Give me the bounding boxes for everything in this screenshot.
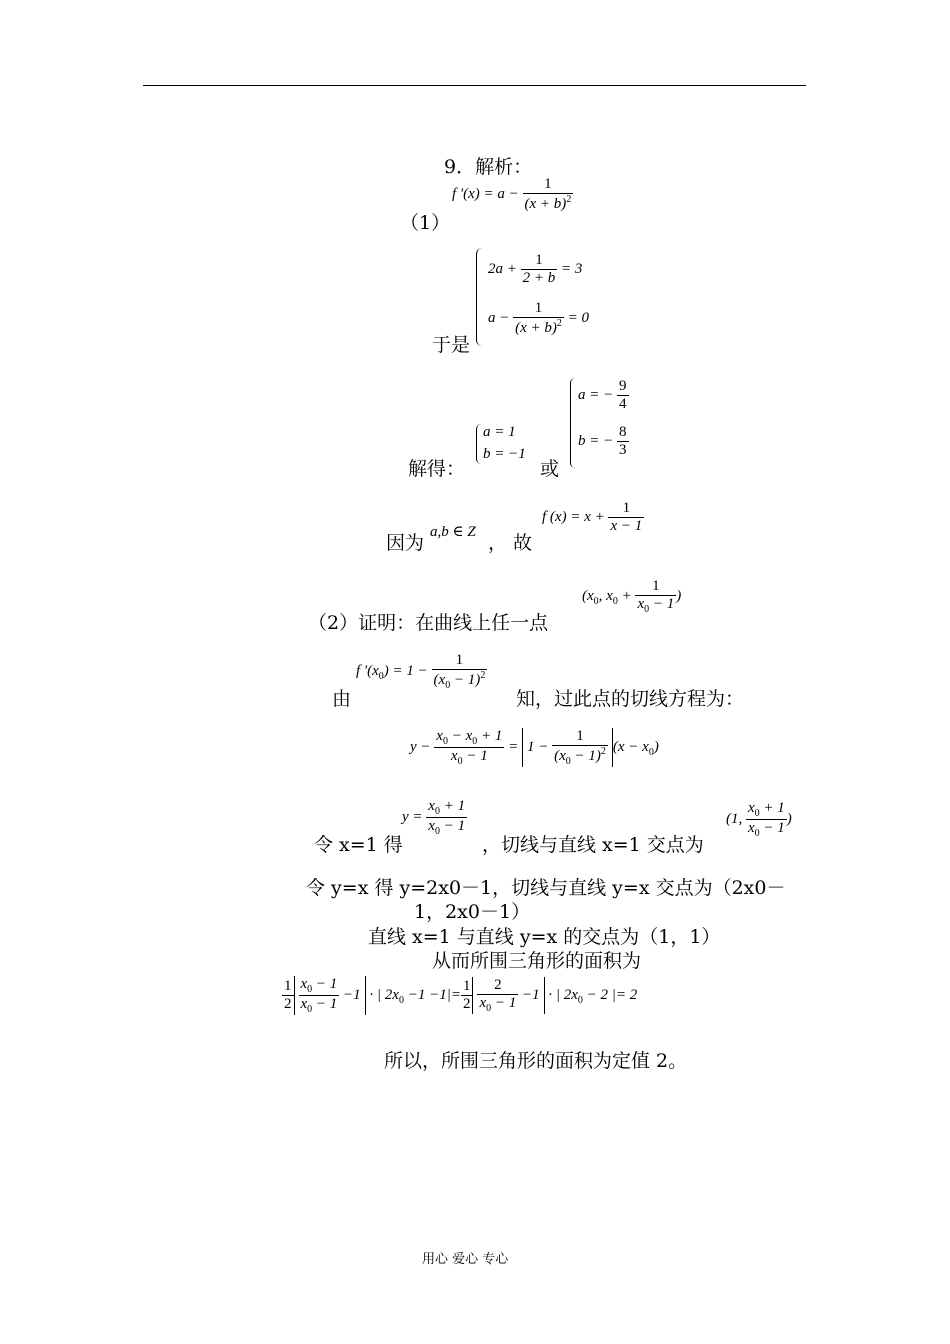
solution2-b: b = − $\frac{8}{3}$: [578, 424, 627, 458]
y-at-x1: y = $\frac{x_0 + 1}{x_0 - 1}$: [402, 798, 466, 837]
system-equation-2: a − $\frac{1}{(x + b)^2}$ = 0: [488, 300, 590, 336]
ab-in-z: a,b ∈ Z: [430, 524, 476, 540]
solution1-b: b = −1: [483, 446, 526, 462]
yushi-label: 于是: [432, 334, 471, 356]
huo-label: 或: [540, 458, 560, 480]
solution1-brace: [476, 424, 482, 464]
intersection-text: 直线 x=1 与直线 y=x 的交点为（1，1）: [368, 926, 721, 948]
jiao1-text: ，切线与直线 x=1 交点为: [482, 834, 704, 856]
you-label: 由: [332, 688, 352, 710]
solution2-brace: [570, 378, 576, 468]
part2-intro: （2）证明：在曲线上任一点: [308, 612, 549, 634]
solution2-a: a = − $\frac{9}{4}$: [578, 378, 627, 412]
gu-label: ， 故: [488, 532, 533, 554]
ling2-line2: 1，2x0－1）: [414, 901, 531, 923]
derivative-formula: f '(x) = a − $\frac{1}{(x + b)^2}$: [452, 176, 572, 212]
footer-text: 用心 爱心 专心: [422, 1252, 509, 1267]
yinwei-label: 因为: [386, 532, 425, 554]
derivative-at-x0: f '$(x_0) = 1$ − $\frac{1}{(x_0 - 1)^2}$: [356, 652, 486, 691]
jiede-label: 解得：: [408, 458, 466, 480]
solution-title: 9．解析：: [444, 156, 533, 178]
conclusion: 所以，所围三角形的面积为定值 2。: [384, 1050, 688, 1072]
tangent-intro: 知，过此点的切线方程为：: [516, 688, 745, 710]
header-rule: [143, 85, 806, 86]
tangent-equation: y − $\frac{x_0 - x_0 + 1}{x_0 - 1}$ = 1 − $\frac{1}{(x_0 - 1)^2}$ $(x - x_0)$: [410, 728, 659, 767]
curve-point: ($x_0$, $x_0$ + $\frac{1}{x_0 - 1}$ ): [582, 578, 682, 615]
system-equation-1: 2a + $\frac{1}{2 + b}$ = 3: [488, 252, 583, 286]
system-brace: [476, 248, 483, 346]
function-formula: f (x) = x + $\frac{1}{x - 1}$: [542, 500, 643, 534]
area-formula: $\frac{1}{2}$ $\frac{x_0 - 1}{x_0 - 1}$ −1 · | $2x_0 -1 -1|=$ $\frac{1}{2}$ $\frac{2}{x_0 - 1}$ −1 · | $2x_0 - 2$ |= 2: [284, 976, 638, 1015]
ling1-text: 令 x=1 得: [314, 834, 403, 856]
part1-label: （1）: [400, 212, 451, 234]
solution1-a: a = 1: [483, 424, 516, 440]
intersection-point-1: (1, $\frac{x_0 + 1}{x_0 - 1}$ ): [726, 800, 792, 839]
ling2-line1: 令 y=x 得 y=2x0－1，切线与直线 y=x 交点为（2x0－: [306, 877, 786, 899]
area-intro: 从而所围三角形的面积为: [432, 950, 642, 972]
